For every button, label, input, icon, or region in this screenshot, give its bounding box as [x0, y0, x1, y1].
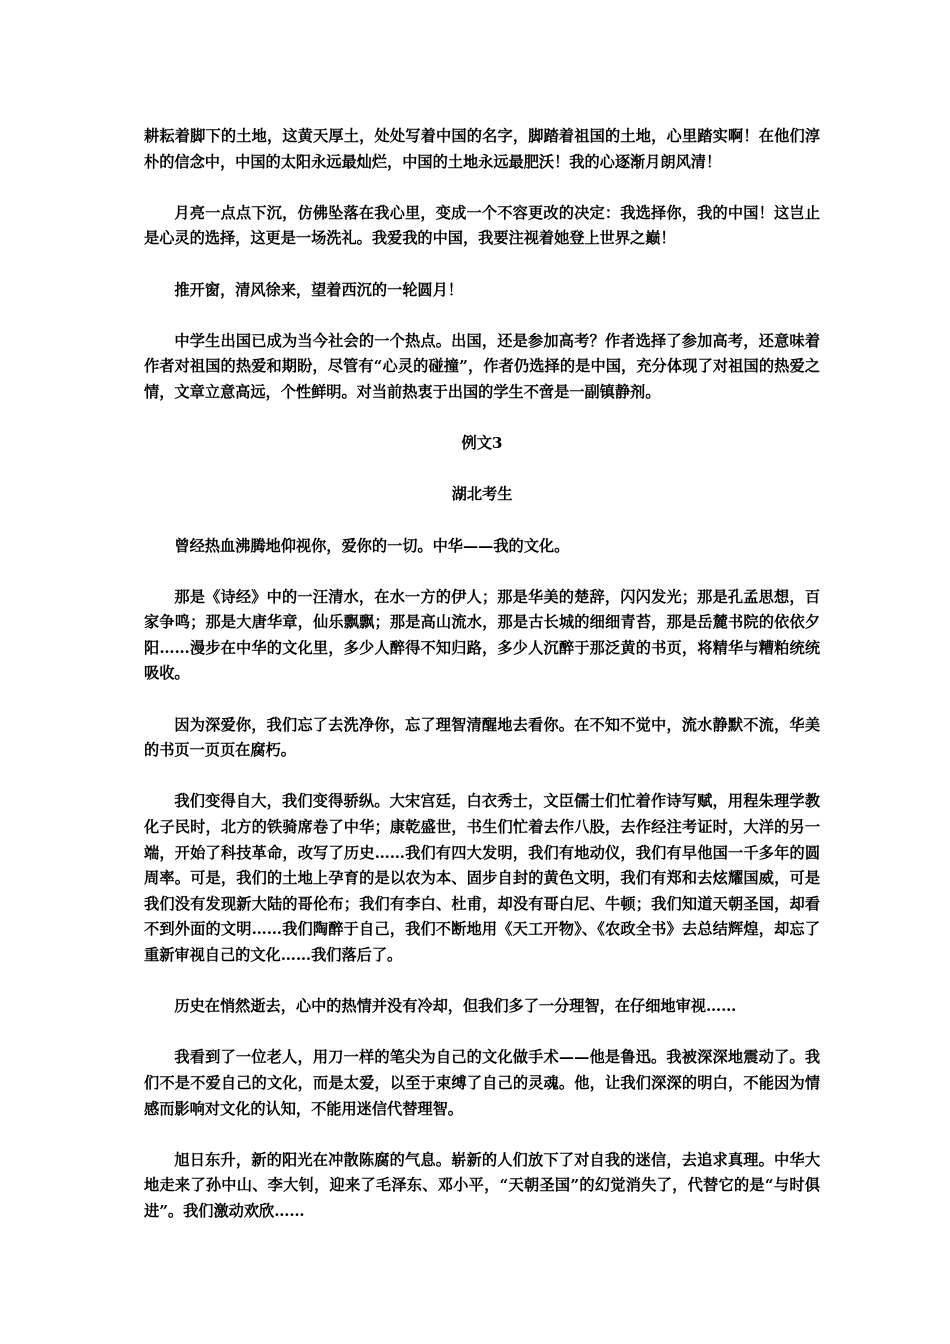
paragraph-moon-decision: 月亮一点点下沉，仿佛坠落在我心里，变成一个不容更改的决定：我选择你，我的中国！这岂止是心灵的选择，这更是一场洗礼。我爱我的中国，我要注视着她登上世界之巅！ [144, 203, 820, 248]
paragraph-arrogance: 我们变得自大，我们变得骄纵。大宋宫廷，白衣秀士，文臣儒士们忙着作诗写赋，用程朱理学教化子民时，北方的铁骑席卷了中华；康乾盛世，书生们忙着去作八股，去作经注考证时，大洋的另一端，开始了科技革命，改写了历史……我们有四大发明，我们有地动仪，我们有早他国一千多年的圆周率。可是，我们的土地上孕育的是以农为本、固步自封的黄色文明，我们有郑和去炫耀国威，可是我们没有发现新大陆的哥伦布；我们有李白、杜甫，却没有哥白尼、牛顿；我们知道天朝圣国，却看不到外面的文明……我们陶醉于自己，我们不断地用《天工开物》、《农政全书》去总结辉煌，却忘了重新审视自己的文化……我们落后了。 [144, 792, 820, 964]
paragraph-luxun: 我看到了一位老人，用刀一样的笔尖为自己的文化做手术——他是鲁迅。我被深深地震动了。我们不是不爱自己的文化，而是太爱，以至于束缚了自己的灵魂。他，让我们深深的明白，不能因为情感而影响对文化的认知，不能用迷信代替理智。 [144, 1048, 820, 1118]
paragraph-sunrise: 旭日东升，新的阳光在冲散陈腐的气息。崭新的人们放下了对自我的迷信，去追求真理。中华大地走来了孙中山、李大钊，迎来了毛泽东、邓小平，“天朝圣国”的幻觉消失了，代替它的是“与时俱进”。我们激动欢欣…… [144, 1150, 820, 1220]
paragraph-open-window: 推开窗，清风徐来，望着西沉的一轮圆月！ [174, 280, 463, 299]
paragraph-continuation: 耕耘着脚下的土地，这黄天厚土，处处写着中国的名字，脚踏着祖国的土地，心里踏实啊！在他们淳朴的信念中，中国的太阳永远最灿烂，中国的土地永远最肥沃！我的心逐渐月朗风清！ [144, 127, 820, 171]
document-page [144, 124, 820, 1250]
paragraph-history: 历史在悄然逝去，心中的热情并没有冷却，但我们多了一分理智，在仔细地审视…… [174, 997, 737, 1016]
paragraph-opening: 曾经热血沸腾地仰视你，爱你的一切。中华——我的文化。 [174, 536, 570, 555]
paragraph-deep-love: 因为深爱你，我们忘了去洗净你，忘了理智清醒地去看你。在不知不觉中，流水静默不流，华美的书页一页页在腐朽。 [144, 715, 820, 760]
paragraph-commentary: 中学生出国已成为当今社会的一个热点。出国，还是参加高考？作者选择了参加高考，还意味着作者对祖国的热爱和期盼，尽管有“心灵的碰撞”，作者仍选择的是中国，充分体现了对祖国的热爱之情，文章立意高远，个性鲜明。对当前热衷于出国的学生不啻是一副镇静剂。 [144, 331, 820, 401]
paragraph-culture: 那是《诗经》中的一汪清水，在水一方的伊人；那是华美的楚辞，闪闪发光；那是孔孟思想，百家争鸣；那是大唐华章，仙乐飘飘；那是高山流水，那是古长城的细细青苔，那是岳麓书院的依依夕阳……漫步在中华的文化里，多少人醉得不知归路，多少人沉醉于那泛黄的书页，将精华与糟粕统统吸收。 [144, 587, 820, 683]
author-line: 湖北考生 [451, 485, 513, 504]
example-heading: 例文3 [461, 434, 503, 453]
